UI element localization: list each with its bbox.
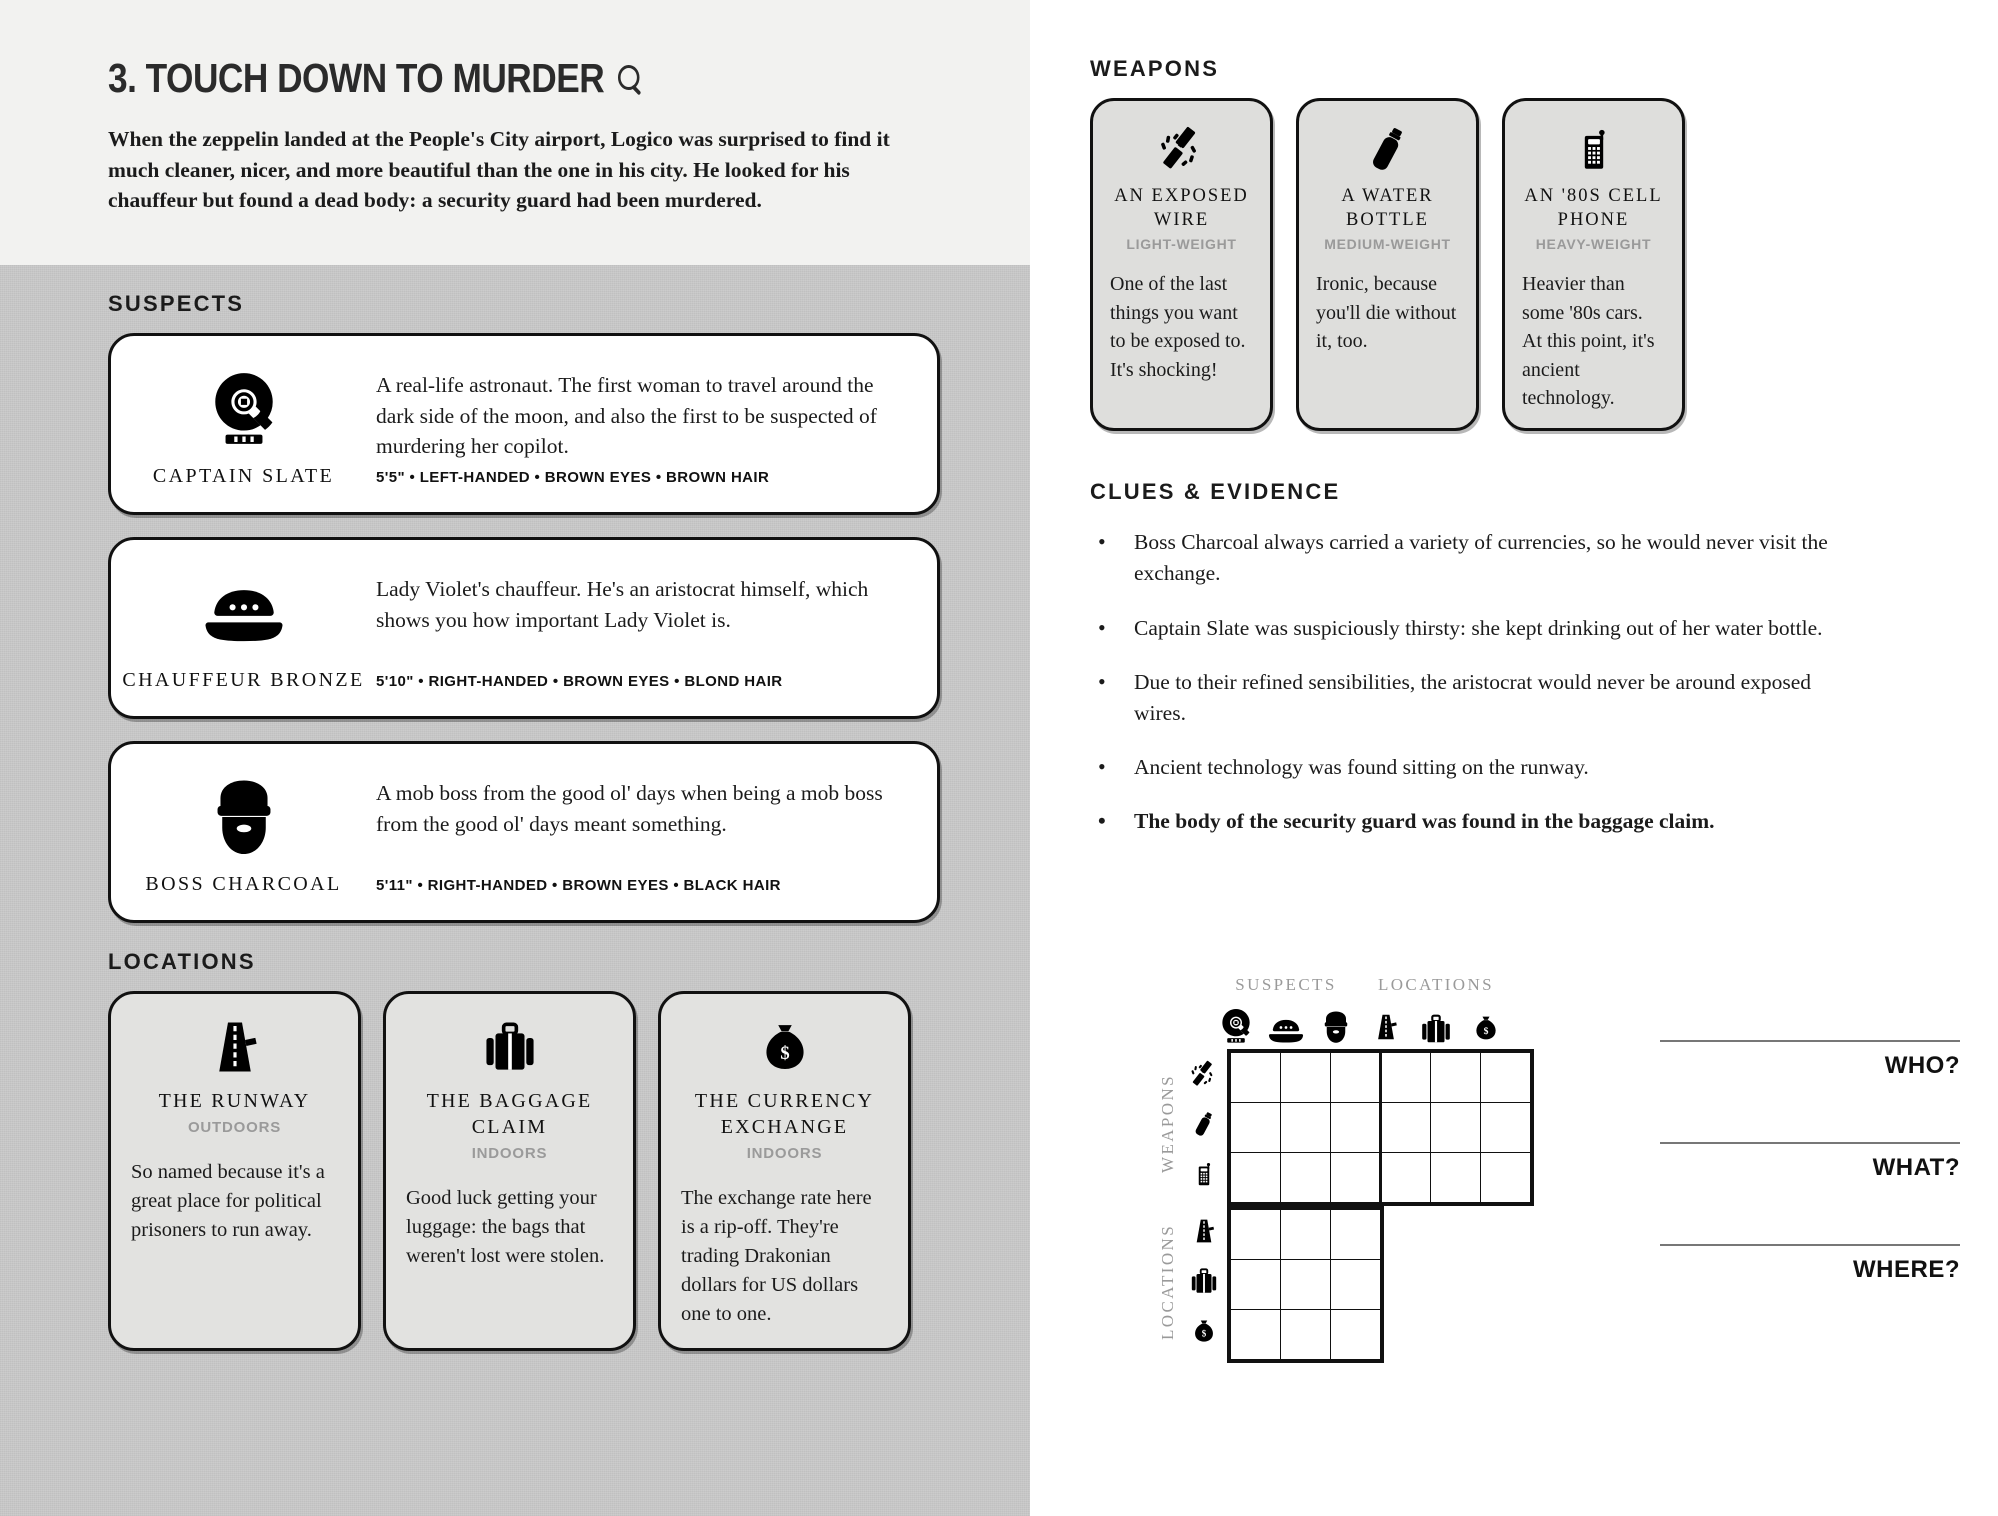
suitcase-icon [481, 1016, 539, 1078]
runway-icon [1361, 1001, 1411, 1045]
grid-cell[interactable] [1231, 1210, 1281, 1260]
money-bag-icon [1461, 1001, 1511, 1045]
grid-cell[interactable] [1331, 1210, 1381, 1260]
suspect-card[interactable] [108, 537, 940, 719]
suspect-details [376, 540, 937, 716]
answer-label: WHAT? [1872, 1154, 1960, 1181]
chauffeur-cap-icon [203, 570, 285, 656]
deduction-grid[interactable] [1155, 975, 1534, 1363]
answer-section [1660, 1040, 1960, 1346]
suspect-card[interactable] [108, 333, 940, 515]
grid-cell[interactable] [1431, 1103, 1481, 1153]
weapon-name: AN '80S CELL PHONE [1524, 186, 1663, 230]
location-description: The exchange rate here is a rip-off. They're trading Drakonian dollars for US dollars one to one. [681, 1187, 872, 1326]
chauffeur-cap-icon [1261, 1001, 1311, 1045]
grid-cell[interactable] [1281, 1053, 1331, 1103]
clue-item: • Ancient technology was found sitting on the runway. [1090, 752, 1850, 783]
weapon-card[interactable] [1090, 98, 1273, 431]
grid-cell[interactable] [1231, 1103, 1281, 1153]
grid-cell[interactable] [1231, 1310, 1281, 1360]
suspect-description: A mob boss from the good ol' days when being a mob boss from the good ol' days meant something. [376, 781, 883, 836]
answer-who[interactable] [1660, 1040, 1960, 1080]
location-type: INDOORS [471, 1145, 548, 1162]
weapon-description: Heavier than some '80s cars. At this point, it's ancient technology. [1522, 273, 1655, 409]
suspects-heading: SUSPECTS [108, 291, 245, 316]
grid-cell[interactable] [1431, 1153, 1481, 1203]
cell-phone-icon [1573, 121, 1615, 177]
grid-cell[interactable] [1381, 1153, 1431, 1203]
suspect-description: A real-life astronaut. The first woman to travel around the dark side of the moon, and also the first to be suspected of murdering her copilot. [376, 373, 877, 459]
weapon-name: AN EXPOSED WIRE [1114, 186, 1249, 230]
grid-column-groups [1211, 975, 1534, 995]
grid-upper-block[interactable] [1227, 1049, 1534, 1206]
grid-cell[interactable] [1481, 1153, 1531, 1203]
runway-icon [1181, 1206, 1227, 1256]
grid-cell[interactable] [1281, 1210, 1331, 1260]
suspect-description: Lady Violet's chauffeur. He's an aristocrat himself, which shows you how important Lady Violet is. [376, 577, 869, 632]
weapon-weight: LIGHT-WEIGHT [1126, 236, 1237, 253]
grid-cell[interactable] [1481, 1053, 1531, 1103]
money-bag-icon [758, 1016, 812, 1078]
suitcase-icon [1411, 1001, 1461, 1045]
case-title-text: 3. TOUCH DOWN TO MURDER [108, 55, 605, 101]
clue-item: • Due to their refined sensibilities, the aristocrat would never be around exposed wires. [1090, 667, 1850, 729]
weapon-weight: MEDIUM-WEIGHT [1324, 236, 1451, 253]
grid-column-icons [1211, 1001, 1534, 1045]
grid-cell[interactable] [1381, 1103, 1431, 1153]
clues-list [1090, 527, 1902, 837]
astronaut-helmet-icon [1211, 1001, 1261, 1045]
location-type: INDOORS [746, 1145, 823, 1162]
clues-heading: CLUES & EVIDENCE [1090, 479, 1341, 505]
weapon-name: A WATER BOTTLE [1341, 186, 1434, 230]
grid-cell[interactable] [1281, 1310, 1331, 1360]
location-card[interactable] [658, 991, 911, 1351]
locations-list [108, 991, 940, 1351]
location-name: THE CURRENCY EXCHANGE [694, 1090, 875, 1138]
weapon-card[interactable] [1296, 98, 1479, 431]
grid-colgroup-suspects: SUSPECTS [1235, 975, 1337, 994]
left-body [0, 265, 1030, 1516]
locations-heading: LOCATIONS [108, 949, 256, 974]
grid-cell[interactable] [1431, 1053, 1481, 1103]
location-card[interactable] [383, 991, 636, 1351]
grid-cell[interactable] [1331, 1310, 1381, 1360]
grid-cell[interactable] [1281, 1103, 1331, 1153]
location-description: So named because it's a great place for political prisoners to run away. [131, 1161, 325, 1242]
bearded-boss-icon [1311, 1001, 1361, 1045]
grid-cell[interactable] [1331, 1053, 1381, 1103]
location-card[interactable] [108, 991, 361, 1351]
grid-row-icons-locations [1181, 1206, 1227, 1356]
suspect-name: CHAUFFEUR BRONZE [122, 668, 365, 691]
grid-lower-block[interactable] [1227, 1206, 1384, 1363]
grid-colgroup-locations: LOCATIONS [1377, 975, 1495, 994]
case-intro: When the zeppelin landed at the People's City airport, Logico was surprised to find it much cleaner, nicer, and more beautiful than the one in his city. He looked for his chauffeur but found a dead body: a security guard had been murdered. [108, 127, 890, 213]
answer-label: WHO? [1884, 1052, 1960, 1079]
answer-what[interactable] [1660, 1142, 1960, 1182]
grid-cell[interactable] [1331, 1103, 1381, 1153]
clue-item: • Captain Slate was suspiciously thirsty: she kept drinking out of her water bottle. [1090, 613, 1850, 644]
runway-icon [207, 1016, 263, 1078]
suspect-stats: 5'11" • RIGHT-HANDED • BROWN EYES • BLACK HAIR [376, 877, 781, 894]
grid-cell[interactable] [1231, 1260, 1281, 1310]
exposed-wire-icon [1181, 1049, 1227, 1099]
location-name: THE RUNWAY [158, 1090, 311, 1112]
suspect-identity [111, 336, 376, 512]
suspect-card[interactable] [108, 741, 940, 923]
location-type: OUTDOORS [187, 1119, 282, 1136]
grid-row-icons-weapons [1181, 1049, 1227, 1199]
grid-cell[interactable] [1281, 1260, 1331, 1310]
suspect-details [376, 744, 937, 920]
water-bottle-icon [1181, 1099, 1227, 1149]
grid-cell[interactable] [1381, 1053, 1431, 1103]
money-bag-icon [1181, 1306, 1227, 1356]
water-bottle-icon [1363, 121, 1413, 177]
exposed-wire-icon [1157, 121, 1207, 177]
bearded-boss-icon [206, 774, 282, 860]
weapon-description: Ironic, because you'll die without it, too. [1316, 273, 1457, 353]
weapons-list [1090, 98, 1902, 431]
grid-rowgroup-weapons: WEAPONS [1158, 1074, 1177, 1174]
answer-line[interactable] [1660, 1244, 1960, 1246]
case-header [0, 0, 1030, 265]
suspect-identity [111, 744, 376, 920]
suspect-identity [111, 540, 376, 716]
cell-phone-icon [1181, 1149, 1227, 1199]
answer-line[interactable] [1660, 1040, 1960, 1042]
clue-item: • Boss Charcoal always carried a variety of currencies, so he would never visit the exchange. [1090, 527, 1850, 589]
suitcase-icon [1181, 1256, 1227, 1306]
location-name: THE BAGGAGE CLAIM [426, 1090, 593, 1138]
grid-cell[interactable] [1231, 1153, 1281, 1203]
page-title [108, 55, 824, 102]
grid-rowgroup-locations: LOCATIONS [1158, 1223, 1177, 1341]
answer-where[interactable] [1660, 1244, 1960, 1284]
suspect-name: CAPTAIN SLATE [152, 464, 335, 487]
weapon-card[interactable] [1502, 98, 1685, 431]
grid-cell[interactable] [1331, 1260, 1381, 1310]
clue-item: • The body of the security guard was found in the baggage claim. [1090, 806, 1850, 837]
weapons-heading: WEAPONS [1090, 56, 1220, 81]
answer-label: WHERE? [1853, 1256, 1960, 1283]
answer-line[interactable] [1660, 1142, 1960, 1144]
weapon-description: One of the last things you want to be exposed to. It's shocking! [1110, 273, 1246, 381]
grid-cell[interactable] [1481, 1103, 1531, 1153]
suspect-stats: 5'5" • LEFT-HANDED • BROWN EYES • BROWN HAIR [376, 469, 770, 486]
suspect-name: BOSS CHARCOAL [145, 872, 342, 895]
location-description: Good luck getting your luggage: the bags that weren't lost were stolen. [406, 1187, 605, 1268]
grid-cell[interactable] [1331, 1153, 1381, 1203]
suspect-stats: 5'10" • RIGHT-HANDED • BROWN EYES • BLOND HAIR [376, 673, 783, 690]
grid-cell[interactable] [1231, 1053, 1281, 1103]
astronaut-helmet-icon [204, 366, 284, 452]
grid-cell[interactable] [1281, 1153, 1331, 1203]
suspect-details [376, 336, 937, 512]
magnifying-glass-icon [616, 64, 642, 94]
weapon-weight: HEAVY-WEIGHT [1535, 236, 1652, 253]
